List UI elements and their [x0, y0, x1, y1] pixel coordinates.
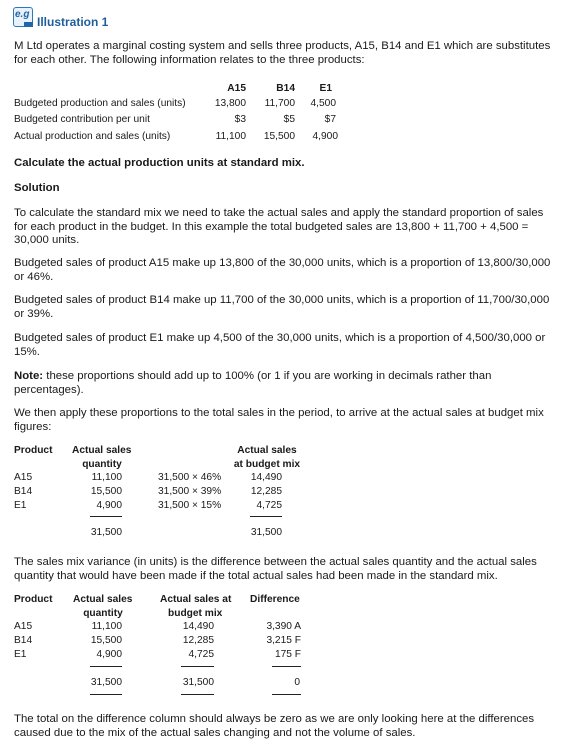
header-difference: Difference [250, 594, 300, 605]
note-paragraph [14, 370, 554, 397]
illustration-title: Illustration 1 [37, 15, 109, 29]
double-underline [272, 694, 301, 695]
calc-cell: 31,500 × 39% [158, 486, 222, 497]
example-logo-icon [13, 7, 33, 27]
divider [90, 666, 122, 667]
divider [181, 666, 214, 667]
logo-tab [24, 22, 33, 27]
cell: $7 [324, 114, 336, 125]
col-header-a15: A15 [227, 83, 246, 94]
double-underline [90, 694, 122, 695]
total-budget: 31,500 [182, 677, 214, 688]
total-diff: 0 [294, 677, 300, 688]
budget-cell: 14,490 [250, 472, 282, 483]
header-actual-sales: Actual sales [72, 445, 132, 456]
budget-cell: 4,725 [188, 649, 214, 660]
logo-text: e.g [15, 9, 30, 20]
divider [250, 516, 282, 517]
cell: 11,100 [215, 131, 246, 142]
budget-cell: 12,285 [250, 486, 282, 497]
header-product: Product [14, 445, 53, 456]
total-budget: 31,500 [250, 527, 282, 538]
solution-heading: Solution [14, 182, 60, 194]
product-cell: B14 [14, 635, 33, 646]
actual-cell: 11,100 [91, 621, 122, 632]
total-actual: 31,500 [90, 677, 122, 688]
divider [272, 666, 301, 667]
header-actual-sales-at: Actual sales at [160, 594, 232, 605]
cell: 4,900 [312, 131, 338, 142]
paragraph: The sales mix variance (in units) is the difference between the actual sales quantity and the actual sales quantity that would have been made if the total actual sales had been made in the standard mix. [14, 556, 537, 582]
col-header-b14: B14 [276, 83, 295, 94]
paragraph: We then apply these proportions to the total sales in the period, to arrive at the actual sales at budget mix figures: [14, 407, 544, 433]
product-cell: B14 [14, 486, 33, 497]
row-label-actual-production: Actual production and sales (units) [14, 131, 171, 142]
note-text: these proportions should add up to 100% (or 1 if you are working in decimals rather than percentages). [14, 370, 492, 396]
product-cell: E1 [14, 500, 27, 511]
cell: 11,700 [264, 98, 295, 109]
row-label-budgeted-production: Budgeted production and sales (units) [14, 98, 186, 109]
product-cell: A15 [14, 472, 33, 483]
budget-cell: 12,285 [182, 635, 214, 646]
note-label: Note: [14, 370, 44, 382]
header-at-budget-mix: at budget mix [233, 459, 301, 470]
paragraph: To calculate the standard mix we need to take the actual sales and apply the standard proportion of sales for each product in the budget. In this example the total budgeted sales are 13,800 + 11,700 + 4,500 = 30,000 units. [14, 207, 544, 247]
total-actual: 31,500 [90, 527, 122, 538]
actual-cell: 15,500 [90, 635, 122, 646]
row-label-budgeted-contribution: Budgeted contribution per unit [14, 114, 150, 125]
header-actual-sales-2: Actual sales [237, 445, 297, 456]
budget-cell: 4,725 [256, 500, 282, 511]
header-product: Product [14, 594, 53, 605]
divider [90, 516, 122, 517]
actual-cell: 4,900 [96, 500, 122, 511]
actual-cell: 4,900 [96, 649, 122, 660]
cell: 15,500 [263, 131, 295, 142]
header-quantity: quantity [82, 459, 122, 470]
cell: $5 [283, 114, 295, 125]
calc-cell: 31,500 × 46% [158, 472, 222, 483]
intro-paragraph: M Ltd operates a marginal costing system and sells three products, A15, B14 and E1 which are substitutes for each other. The following information relates to the three products: [14, 40, 551, 66]
header-actual-sales: Actual sales [73, 594, 133, 605]
double-underline [181, 694, 214, 695]
paragraph: Budgeted sales of product B14 make up 11,700 of the 30,000 units, which is a proportion of 11,700/30,000 or 39%. [14, 294, 550, 320]
paragraph: Budgeted sales of product E1 make up 4,500 of the 30,000 units, which is a proportion of 4,500/30,000 or 15%. [14, 332, 546, 358]
paragraph: The total on the difference column should always be zero as we are only looking here at the differences caused due to the mix of the actual sales changing and not the volume of sales. [14, 713, 535, 739]
budget-cell: 14,490 [182, 621, 214, 632]
diff-cell: 3,215 F [266, 635, 301, 646]
product-cell: E1 [14, 649, 27, 660]
header-quantity: quantity [83, 608, 123, 619]
cell: $3 [234, 114, 246, 125]
product-cell: A15 [14, 621, 33, 632]
question-text: Calculate the actual production units at standard mix. [14, 157, 305, 169]
actual-cell: 11,100 [91, 472, 122, 483]
cell: 13,800 [214, 98, 246, 109]
col-header-e1: E1 [319, 83, 332, 94]
header-budget-mix: budget mix [168, 608, 223, 619]
cell: 4,500 [310, 98, 336, 109]
diff-cell: 175 F [274, 649, 301, 660]
paragraph: Budgeted sales of product A15 make up 13,800 of the 30,000 units, which is a proportion of 13,800/30,000 or 46%. [14, 257, 551, 283]
actual-cell: 15,500 [90, 486, 122, 497]
calc-cell: 31,500 × 15% [158, 500, 222, 511]
diff-cell: 3,390 A [266, 621, 301, 632]
